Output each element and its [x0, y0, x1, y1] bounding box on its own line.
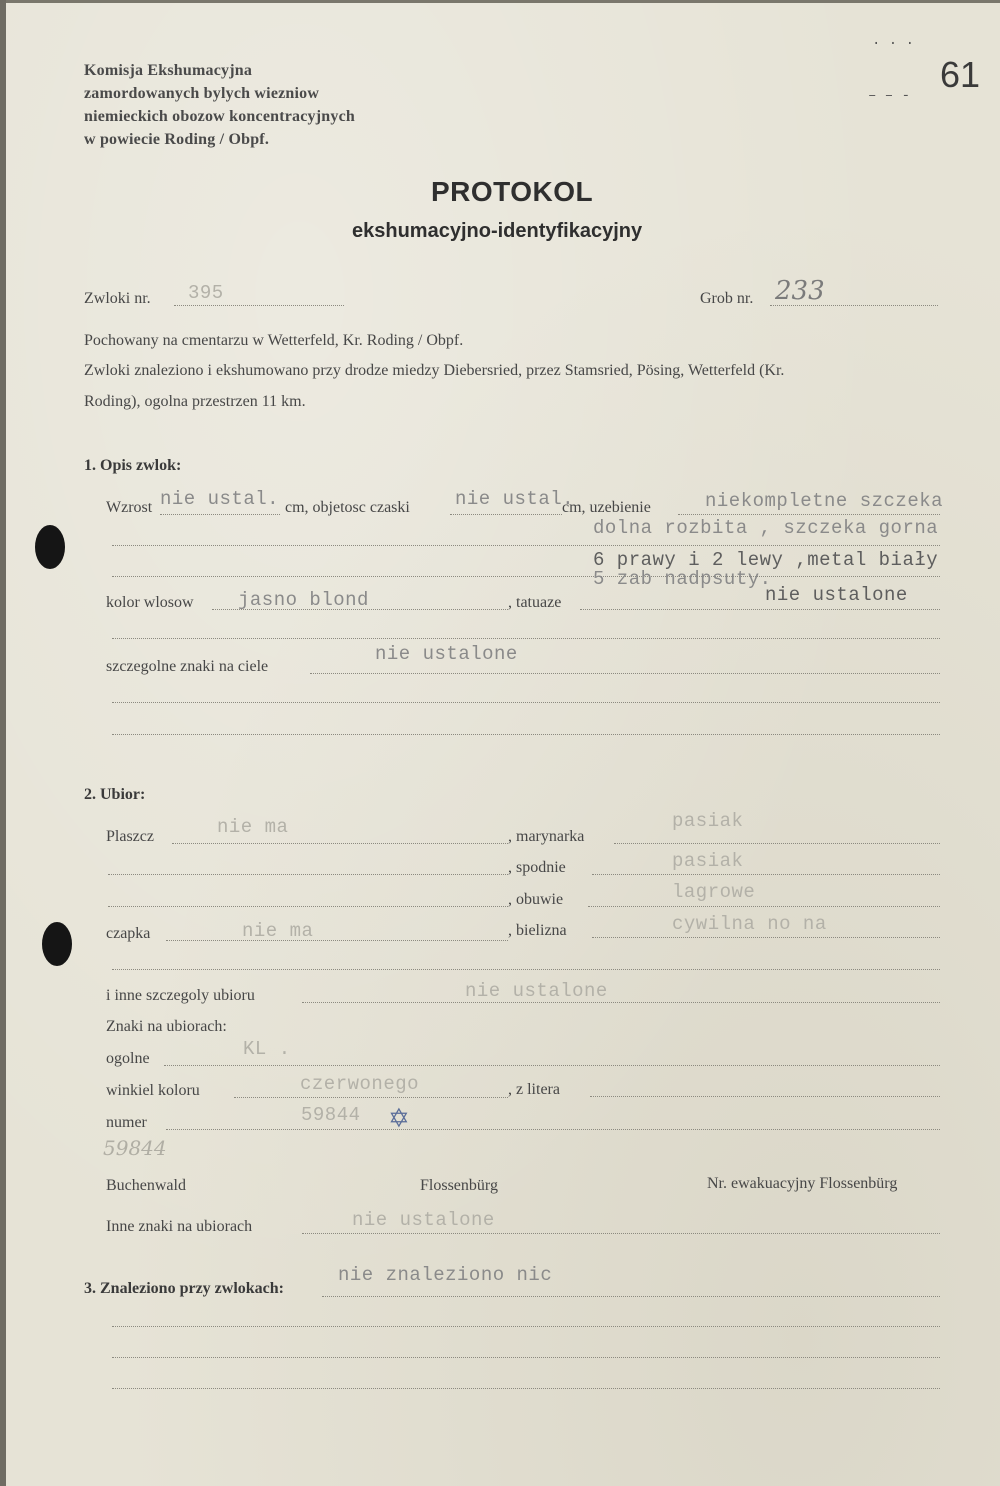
tatuaze-dotted-line	[580, 609, 940, 610]
star-of-david-icon: ✡	[388, 1104, 410, 1133]
buchenwald-label: Buchenwald	[106, 1177, 186, 1194]
znaki-szczegolne-label: szczegolne znaki na ciele	[106, 658, 269, 675]
spodnie-dotted-line	[592, 874, 940, 875]
czapka-value: nie ma	[242, 920, 314, 942]
znaki-szczegolne-value: nie ustalone	[375, 643, 518, 665]
uzebienie-line-2: dolna rozbita , szczeka gorna	[593, 517, 939, 539]
marynarka-value: pasiak	[672, 810, 744, 832]
obuwie-dotted-line	[588, 906, 940, 907]
winkiel-label: winkiel koloru	[106, 1082, 200, 1099]
intro-line-1: Pochowany na cmentarzu w Wetterfeld, Kr. Roding / Obpf.	[84, 332, 464, 349]
ogolne-value: KL .	[243, 1038, 291, 1060]
bielizna-value: cywilna no na	[672, 913, 827, 935]
ogolne-label: ogolne	[106, 1050, 150, 1067]
uzebienie-line-1: niekompletne szczeka	[705, 490, 944, 512]
plaszcz-dotted-line	[172, 843, 508, 844]
uzebienie-line-4: 5 zab nadpsuty.	[593, 568, 772, 590]
znaki-dotted-line-2	[112, 702, 940, 703]
section-3-dotted-line-2	[112, 1326, 940, 1327]
tatuaze-value: nie ustalone	[765, 584, 908, 606]
plaszcz-label: Plaszcz	[106, 828, 154, 845]
page-number: 61	[940, 54, 981, 95]
wlosy-dotted-line-2	[112, 638, 940, 639]
wzrost-label: Wzrost	[106, 499, 153, 516]
inne-znaki-value: nie ustalone	[352, 1209, 495, 1231]
uzebienie-line-3: 6 prawy i 2 lewy ,metal biały	[593, 549, 939, 571]
spodnie-value: pasiak	[672, 850, 744, 872]
header-line-1: Komisja Ekshumacyjna	[84, 62, 253, 79]
czaszka-value: nie ustal.	[455, 488, 575, 510]
winkiel-dotted-line	[234, 1097, 508, 1098]
zwloki-dotted-line	[174, 305, 344, 306]
document-subtitle: ekshumacyjno-identyfikacyjny	[352, 220, 643, 242]
zwloki-label: Zwloki nr.	[84, 290, 151, 307]
marynarka-label: , marynarka	[508, 828, 585, 845]
section-3-heading: 3. Znaleziono przy zwlokach:	[84, 1280, 284, 1297]
czapka-dotted-line	[166, 940, 508, 941]
punch-hole-top	[35, 525, 65, 569]
page-edge-left	[0, 0, 6, 1486]
litera-label: , z litera	[508, 1081, 560, 1098]
header-line-2: zamordowanych bylych wiezniow	[84, 85, 320, 102]
plaszcz-value: nie ma	[217, 816, 289, 838]
znaki-dotted-line-3	[112, 734, 940, 735]
spodnie-dotted-line-left	[108, 874, 508, 875]
tatuaze-label: , tatuaze	[508, 594, 562, 611]
flossenburg-label: Flossenbürg	[420, 1177, 498, 1194]
czapka-label: czapka	[106, 925, 151, 942]
obuwie-label: , obuwie	[508, 891, 564, 908]
inne-znaki-label: Inne znaki na ubiorach	[106, 1218, 253, 1235]
ogolne-dotted-line	[164, 1065, 940, 1066]
page-edge-top	[0, 0, 1000, 3]
section-3-dotted-line	[322, 1296, 940, 1297]
znaki-szczegolne-dotted-line	[310, 673, 940, 674]
intro-line-2: Zwloki znaleziono i ekshumowano przy drodze miedzy Diebersried, przez Stamsried, Pösing, Wetterfeld (Kr.	[84, 362, 785, 379]
section-3-dotted-line-4	[112, 1388, 940, 1389]
grob-label: Grob nr.	[700, 290, 754, 307]
punch-hole-bottom	[42, 922, 72, 966]
zwloki-value: 395	[188, 282, 224, 304]
numer-value: 59844	[301, 1104, 361, 1126]
inne-szczegoly-value: nie ustalone	[465, 980, 608, 1002]
winkiel-value: czerwonego	[300, 1073, 420, 1095]
obuwie-dotted-line-left	[108, 906, 508, 907]
litera-dotted-line	[590, 1096, 940, 1097]
inne-szczegoly-dotted-line	[302, 1002, 940, 1003]
wlosy-label: kolor wlosow	[106, 594, 194, 611]
wzrost-unit-label: cm, objetosc czaski	[285, 499, 410, 516]
section-3-dotted-line-3	[112, 1357, 940, 1358]
marynarka-dotted-line	[614, 843, 940, 844]
numer-label: numer	[106, 1114, 147, 1131]
uzebienie-dotted-line-3	[112, 576, 940, 577]
corner-dashes-mark: – – -	[868, 88, 911, 104]
czaszka-dotted-line	[450, 514, 562, 515]
ewakuacyjny-label: Nr. ewakuacyjny Flossenbürg	[707, 1175, 898, 1192]
czapka-dotted-line-2	[112, 969, 940, 970]
numer-handwritten: 59844	[103, 1136, 167, 1160]
wlosy-value: jasno blond	[238, 589, 369, 611]
inne-znaki-dotted-line	[302, 1233, 940, 1234]
wzrost-value: nie ustal.	[160, 488, 280, 510]
header-line-4: w powiecie Roding / Obpf.	[84, 131, 270, 148]
wzrost-dotted-line	[160, 514, 280, 515]
bielizna-label: , bielizna	[508, 922, 567, 939]
header-line-3: niemieckich obozow koncentracyjnych	[84, 108, 355, 125]
czaszka-unit-label: cm, uzebienie	[562, 499, 651, 516]
section-2-heading: 2. Ubior:	[84, 786, 146, 803]
section-3-value: nie znaleziono nic	[338, 1264, 553, 1286]
numer-dotted-line	[166, 1129, 940, 1130]
uzebienie-dotted-line-2	[112, 545, 940, 546]
section-1-heading: 1. Opis zwlok:	[84, 457, 182, 474]
intro-line-3: Roding), ogolna przestrzen 11 km.	[84, 393, 306, 410]
uzebienie-dotted-line	[678, 514, 940, 515]
grob-value: 233	[775, 276, 825, 306]
bielizna-dotted-line	[592, 937, 940, 938]
obuwie-value: lagrowe	[672, 881, 756, 903]
znaki-ubiory-label: Znaki na ubiorach:	[106, 1018, 227, 1035]
spodnie-label: , spodnie	[508, 859, 566, 876]
corner-dots-mark: · · ·	[872, 36, 915, 52]
inne-szczegoly-label: i inne szczegoly ubioru	[106, 987, 255, 1004]
document-title: PROTOKOL	[431, 176, 594, 207]
